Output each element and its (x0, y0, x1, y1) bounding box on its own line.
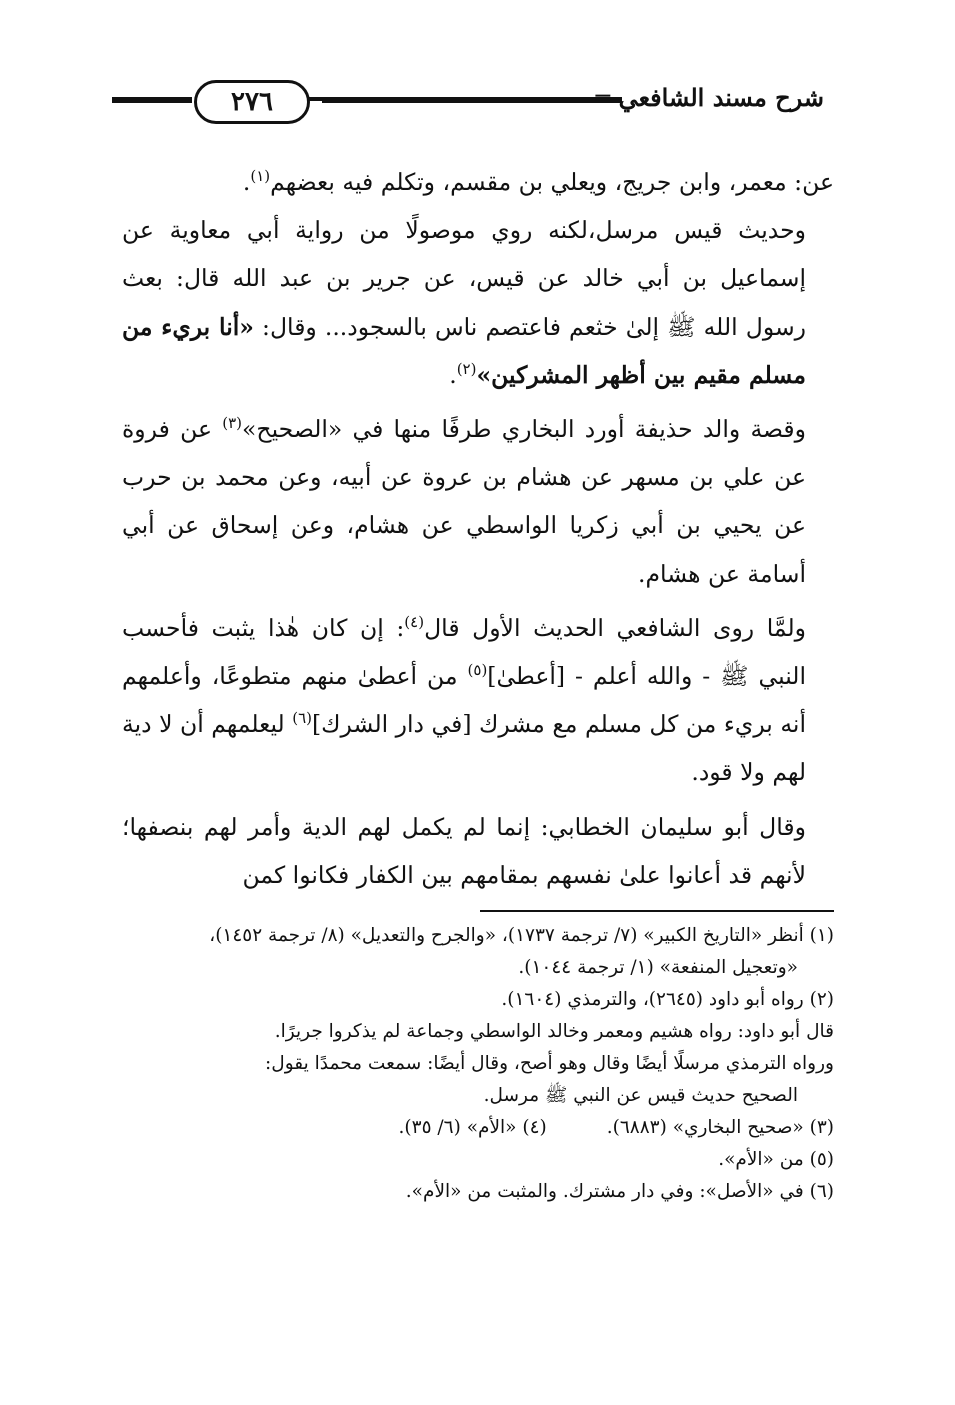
running-title-text: شرح مسند الشافعي (618, 83, 824, 112)
footnote-separator (480, 910, 834, 912)
footnotes-3-4-row (122, 1112, 834, 1144)
p3-text-1: وقصة والد حذيفة أورد البخاري طرفًا منها في «الصحيح» (242, 415, 806, 444)
main-text (122, 158, 834, 899)
page-number-tail (308, 97, 322, 101)
footnote-3: (٣) «صحيح البخاري» (٦٨٨٣). (606, 1117, 834, 1138)
footnote-1-line-1: (١) أنظر «التاريخ الكبير» (٧/ ترجمة ١٧٣٧)، «والجرح والتعديل» (٨/ ترجمة ١٤٥٢)، (209, 925, 834, 946)
paragraph-4 (122, 604, 834, 797)
footnote-4: (٤) «الأم» (٦/ ٣٥). (398, 1117, 547, 1138)
page-number-badge (194, 80, 310, 124)
p4-text-4: ليعلمهم أن لا دية لهم ولا قود. (122, 710, 806, 787)
p3-text-2: عن فروة عن علي بن مسهر عن هشام بن عروة عن أبيه، وعن محمد بن حرب عن يحيي بن أبي زكريا الواسطي عن هشام، وعن إسحاق عن أبي أسامة عن هشام. (122, 415, 806, 588)
footnotes (122, 920, 834, 1208)
footnote-2-tirmidhi-line-1: ورواه الترمذي مرسلًا أيضًا وقال وهو أصح، وقال أيضًا: سمعت محمدًا يقول: (265, 1053, 834, 1074)
p2-text: وحديث قيس مرسل،لكنه روي موصولًا من رواية أبي معاوية عن إسماعيل بن أبي خالد عن قيس، عن جرير بن عبد الله قال: بعث رسول الله ﷺ إلىٰ خثعم فاعتصم ناس بالسجود... وقال: (122, 216, 806, 341)
footnote-5: (٥) من «الأم». (718, 1149, 834, 1170)
footnote-2: (٢) رواه أبو داود (٢٦٤٥)، والترمذي (١٦٠٤). (501, 989, 834, 1010)
footnote-ref-4: (٤) (404, 613, 425, 631)
footnote-2-abu-dawud: قال أبو داود: رواه هشيم ومعمر وخالد الواسطي وجماعة لم يذكروا جريرًا. (274, 1021, 834, 1042)
footnote-2-tirmidhi-line-2: الصحيح حديث قيس عن النبي ﷺ مرسل. (483, 1085, 798, 1106)
footnote-ref-2: (٢) (456, 359, 477, 378)
page-number: ٢٧٦ (231, 87, 273, 117)
paragraph-3 (122, 405, 834, 598)
hadith-quote: «أنا بريء من مسلم مقيم بين أظهر المشركين» (122, 312, 806, 389)
paragraph-2 (122, 206, 834, 399)
paragraph-1 (122, 158, 834, 206)
footnote-6: (٦) في «الأصل»: وفي دار مشترك. والمثبت من «الأم». (405, 1181, 834, 1202)
p4-text-2: : إن كان هٰذا يثبت فأحسب النبي ﷺ - والله أعلم - [أعطىٰ] (122, 613, 807, 691)
p4-text-3: من أعطىٰ منهم متطوعًا، وأعلمهم أنه بريء من كل مسلم مع مشرك [في دار الشرك] (122, 662, 806, 739)
page-header (112, 80, 824, 122)
header-rule-middle-2 (322, 101, 622, 103)
footnote-1-line-2: «وتعجيل المنفعة» (١/ ترجمة ١٠٤٤). (518, 957, 798, 978)
p4-text-1: ولمَّا روى الشافعي الحديث الأول قال (424, 613, 806, 642)
p1-end: . (242, 168, 251, 196)
running-title: شرح مسند الشافعي ═ (595, 83, 824, 112)
footnote-ref-3: (٣) (222, 414, 243, 433)
p5-text: وقال أبو سليمان الخطابي: إنما لم يكمل لهم الدية وأمر لهم بنصفها؛ لأنهم قد أعانوا علىٰ نفسهم بمقامهم بين الكفار فكانوا كمن (122, 812, 806, 889)
paragraph-5 (122, 803, 834, 899)
footnote-ref-5: (٥) (467, 661, 488, 680)
p2-end: . (449, 360, 457, 389)
footnote-ref-6: (٦) (292, 709, 312, 728)
footnote-ref-1: (١) (250, 167, 271, 186)
header-rule-left-2 (112, 101, 192, 103)
p1-text: عن: معمر، وابن جريج، ويعلي بن مقسم، وتكلم فيه بعضهم (270, 168, 834, 196)
